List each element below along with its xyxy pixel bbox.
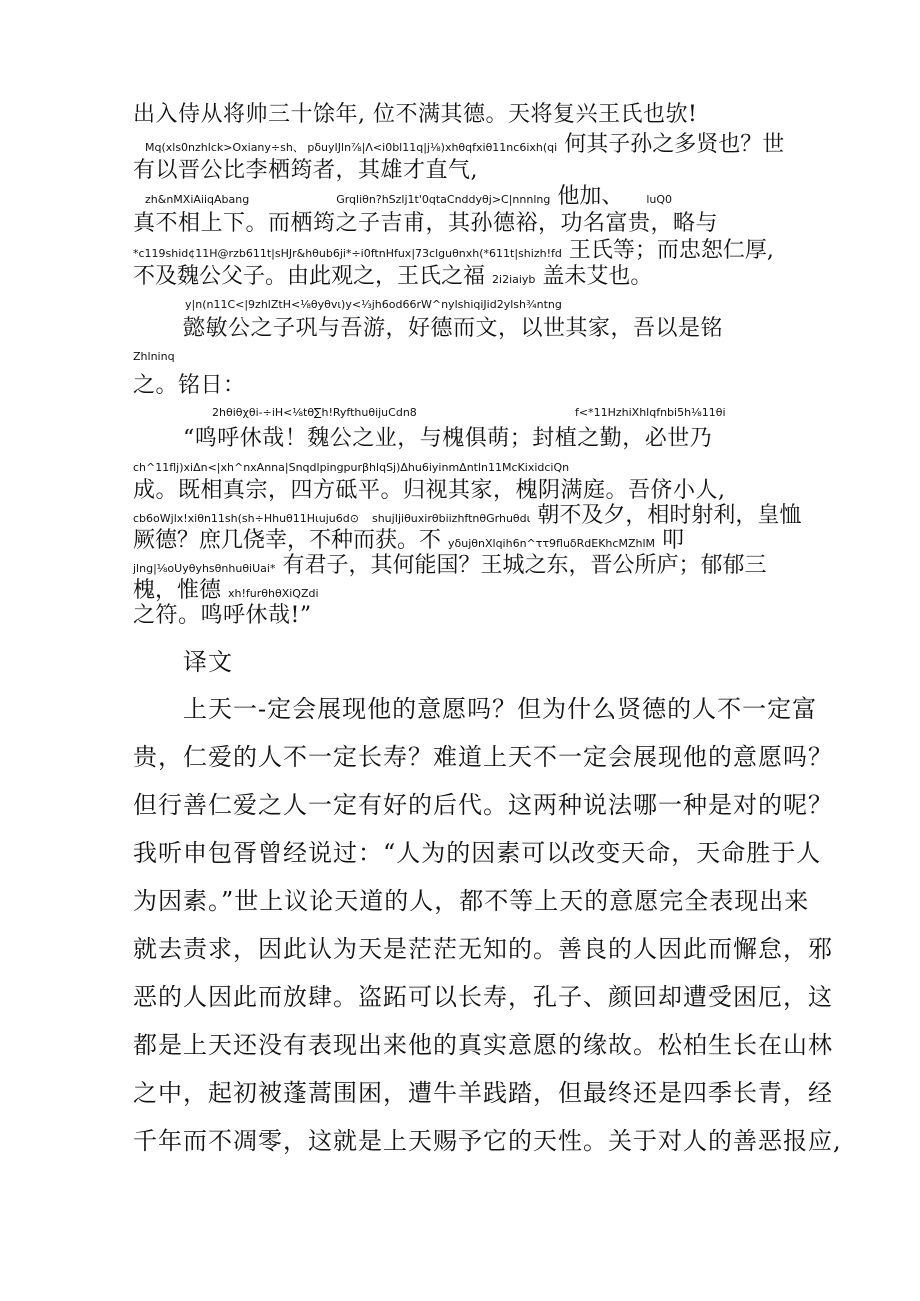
original-line-12a: 2hθiθχθi-÷iH<⅛tθ∑h!RyfthuθijuCdn8 <box>212 406 417 419</box>
original-line-11: 之。铭日： <box>133 373 246 398</box>
translation-line: 都是上天还没有表现出来他的真实意愿的缘故。松柏生长在山林 <box>133 1031 833 1059</box>
garbled-pinyin: Grqliθn?hSzlj1t'0qtaCnddyθj>C|nnnlng <box>336 193 551 206</box>
original-line-5: 真不相上下。而栖筠之子吉甫，其孙德裕，功名富贵，略与 <box>133 211 719 236</box>
translation-line: 千年而不凋零，这就是上天赐予它的天性。关于对人的善恶报应, <box>133 1127 842 1155</box>
garbled-pinyin: *c119shid¢11H@rzb611t|sHJr&hθub6ji*÷i0ftnHfux|73clguθnxh(*611t|shizh!fd <box>133 247 562 260</box>
garbled-pinyin: zh&nMXiAiiqAbang <box>145 193 250 206</box>
original-text: 不及魏公父子。由此观之，王氏之福 <box>133 264 486 289</box>
original-text: 槐，惟德 <box>133 578 222 603</box>
original-text: 厥德？庶几侥幸，不种而获。不 <box>133 528 442 553</box>
original-line-20: 之符。鸣呼休哉!” <box>133 603 312 628</box>
original-line-18 <box>133 555 766 577</box>
original-line-9: 懿敏公之子巩与吾游，好德而文，以世其家，吾以是铭 <box>183 316 724 341</box>
original-text: 王氏等；而忠恕仁厚, <box>568 238 774 263</box>
original-line-7 <box>133 266 652 288</box>
garbled-pinyin: cb6oWjlx!xiθn11sh(sh÷Hhuθ11Hιuju6d⊙ <box>133 512 359 525</box>
original-line-15: 成。既相真宗，四方砥平。归视其家，槐阴满庭。吾侪小人, <box>133 478 726 503</box>
translation-line: 我听申包胥曾经说过：“人为的因素可以改变天命，天命胜于人 <box>133 839 822 867</box>
garbled-pinyin: jlng|⅛oUyθyhsθnhuθiUai* <box>133 562 276 575</box>
original-line-8: y|n(n11C<|9zhlZtH<⅛θyθvι)y<⅓jh6od66rW^nylshiqiJid2ylsh¾ntng <box>185 298 562 311</box>
original-line-1: 出入侍从将帅三十馀年, 位不满其德。天将复兴王氏也欤! <box>133 102 698 127</box>
original-line-13: “鸣呼休哉！魏公之业，与槐俱萌；封植之勤，必世乃 <box>183 426 713 451</box>
original-line-10: Zhlninq <box>133 350 175 363</box>
original-text: 何其子孙之多贤也？世 <box>564 132 785 157</box>
original-line-12b: f<*11HzhiXhlqfnbi5h⅛11θi <box>575 406 726 419</box>
original-text: 有君子，其何能国？王城之东，晋公所庐；郁郁三 <box>282 553 767 578</box>
original-text: 他加、 <box>557 184 624 209</box>
original-line-2 <box>145 134 784 156</box>
translation-line: 恶的人因此而放肆。盗跖可以长寿，孔子、颜回却遭受困厄，这 <box>133 983 833 1011</box>
garbled-pinyin: luQ0 <box>646 193 673 206</box>
translation-line: 上天一-定会展现他的意愿吗？但为什么贤德的人不一定富 <box>183 695 818 723</box>
translation-line: 为因素。”世上议论天道的人，都不等上天的意愿完全表现出来 <box>133 887 810 915</box>
translation-line: 就去责求，因此认为天是茫茫无知的。善良的人因此而懈怠，邪 <box>133 935 833 963</box>
original-line-3: 有以晋公比李栖筠者，其雄才直气, <box>133 158 478 183</box>
garbled-pinyin: 2i2iaiyb <box>492 273 536 286</box>
original-line-17 <box>133 530 684 552</box>
original-line-16 <box>133 505 801 527</box>
garbled-pinyin: Mq(xls0nzhlck>Oxiany÷sh、 pδuyIJln⅞|Λ<i0bl11q|j⅛)xhθqfxiθ11nc6ixh(qi <box>145 141 558 154</box>
original-line-19 <box>133 580 319 602</box>
original-text: 叩 <box>662 528 685 553</box>
original-line-6 <box>133 240 774 262</box>
garbled-pinyin: shujIjiθuxirθbiizhftnθGrhuθdι <box>371 512 531 525</box>
original-text: 朝不及夕，相时射利，皇恤 <box>537 503 802 528</box>
translation-line: 贵，仁爱的人不一定长寿？难道上天不一定会展现他的意愿吗？ <box>133 743 833 771</box>
original-line-14: ch^11flj)xiΔn<|xh^nxAnna|SnqdlpingpurβhlqSj)Δhu6iyinmΔntln11McKixidciQn <box>133 461 570 474</box>
translation-line: 之中，起初被蓬蒿围困，遭牛羊践踏，但最终还是四季长青，经 <box>133 1079 833 1107</box>
garbled-pinyin: yδujθnXlqih6n^ττ9fluδRdEKhcMZhlM <box>448 537 656 550</box>
translation-heading: 译文 <box>183 648 233 676</box>
translation-line: 但行善仁爱之人一定有好的后代。这两种说法哪一种是对的呢？ <box>133 791 833 819</box>
original-line-4 <box>145 186 672 208</box>
original-text: 盖未艾也。 <box>542 264 653 289</box>
garbled-pinyin: xh!furθhθXiQZdi <box>228 587 319 600</box>
